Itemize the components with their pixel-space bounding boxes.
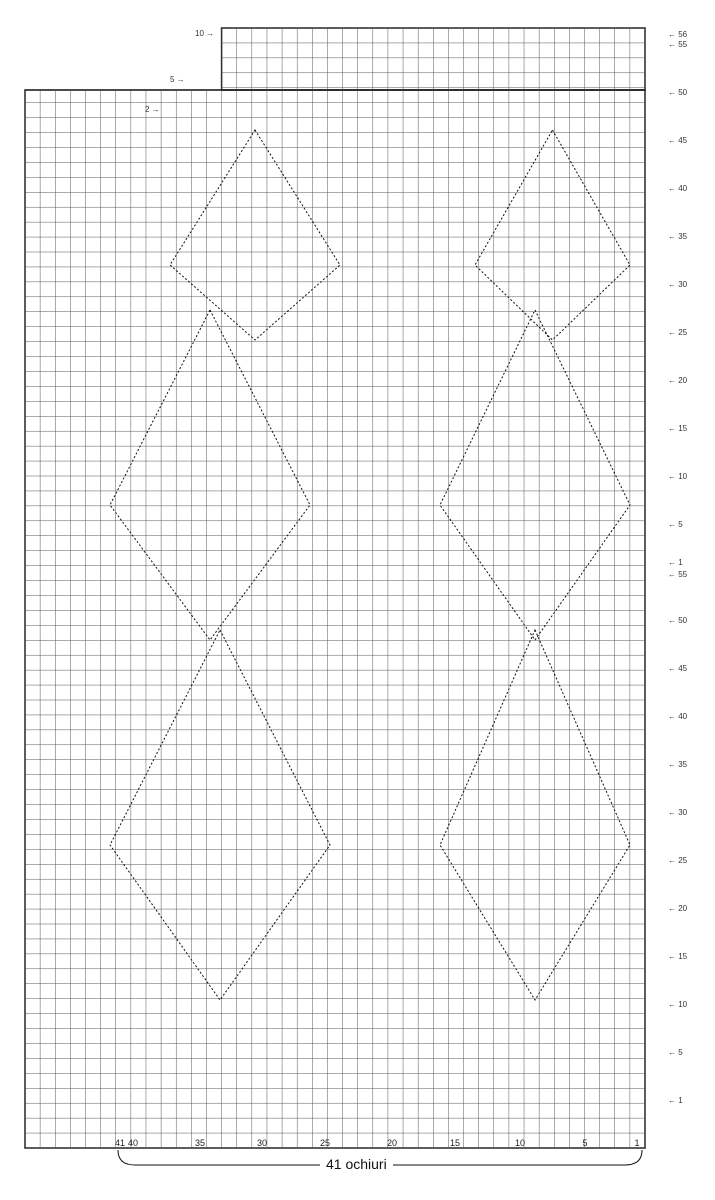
row-marker-right: ← 5 bbox=[668, 520, 683, 529]
row-marker-right: ← 50 bbox=[668, 616, 688, 625]
row-marker-right: ← 15 bbox=[668, 424, 688, 433]
row-marker-right: ← 35 bbox=[668, 232, 688, 241]
row-marker-right: ← 15 bbox=[668, 952, 688, 961]
column-number: 41 bbox=[114, 1138, 126, 1148]
stitch-count-caption: 41 ochiuri bbox=[320, 1156, 393, 1172]
column-number: 10 bbox=[514, 1138, 526, 1148]
row-marker-right: ← 45 bbox=[668, 136, 688, 145]
row-marker-right: ← 25 bbox=[668, 856, 688, 865]
grid-frame bbox=[25, 90, 645, 1148]
row-marker-right: ← 35 bbox=[668, 760, 688, 769]
row-marker-right: ← 40 bbox=[668, 184, 688, 193]
row-marker-left: 10 → bbox=[195, 29, 215, 38]
column-number: 1 bbox=[634, 1138, 640, 1148]
column-number: 5 bbox=[582, 1138, 588, 1148]
row-marker-right: ← 25 bbox=[668, 328, 688, 337]
leaf-motif bbox=[440, 630, 630, 1000]
row-marker-right: ← 1 bbox=[668, 558, 683, 567]
row-marker-right: ← 10 bbox=[668, 1000, 688, 1009]
column-number: 35 bbox=[194, 1138, 206, 1148]
row-marker-right: ← 55 bbox=[668, 40, 688, 49]
row-marker-right: ← 20 bbox=[668, 904, 688, 913]
row-marker-right: ← 40 bbox=[668, 712, 688, 721]
row-marker-right: ← 1 bbox=[668, 1096, 683, 1105]
column-number: 40 bbox=[127, 1138, 139, 1148]
row-marker-right: ← 30 bbox=[668, 280, 688, 289]
leaf-motif bbox=[475, 130, 630, 340]
row-marker-right: ← 10 bbox=[668, 472, 688, 481]
row-marker-right: ← 50 bbox=[668, 88, 688, 97]
column-number: 30 bbox=[256, 1138, 268, 1148]
leaf-motif bbox=[110, 310, 310, 640]
column-number: 20 bbox=[386, 1138, 398, 1148]
row-marker-left: 2 → bbox=[145, 105, 160, 114]
row-marker-right: ← 5 bbox=[668, 1048, 683, 1057]
leaf-motif bbox=[440, 310, 630, 640]
row-marker-right: ← 56 bbox=[668, 30, 688, 39]
column-number: 15 bbox=[449, 1138, 461, 1148]
column-number: 25 bbox=[319, 1138, 331, 1148]
row-marker-right: ← 30 bbox=[668, 808, 688, 817]
row-marker-right: ← 20 bbox=[668, 376, 688, 385]
row-marker-left: 5 → bbox=[170, 75, 185, 84]
leaf-motif bbox=[170, 130, 340, 340]
row-marker-right: ← 45 bbox=[668, 664, 688, 673]
row-marker-right: ← 55 bbox=[668, 570, 688, 579]
